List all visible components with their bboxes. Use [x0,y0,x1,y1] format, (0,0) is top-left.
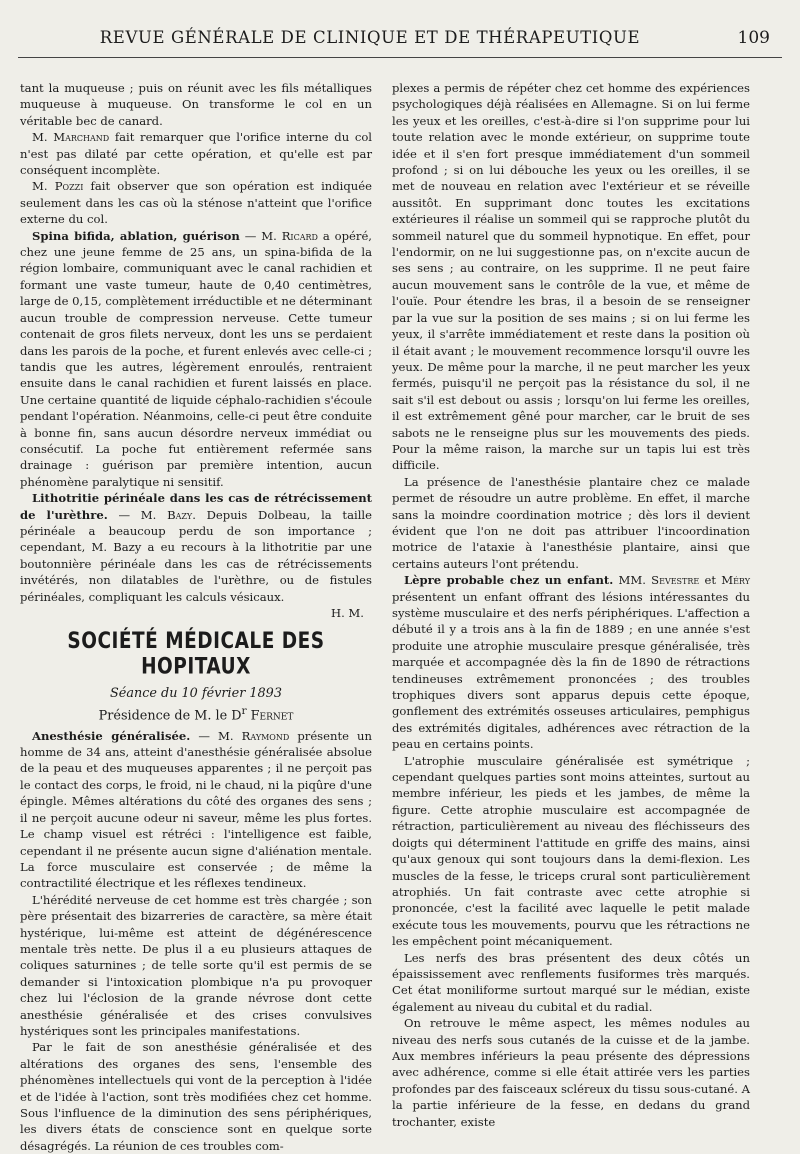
paragraph [20,490,372,605]
paragraph-text: MM. [613,573,652,588]
paragraph: plexes a permis de répéter chez cet homme des expériences psychologiques déjà réalisées en Allemagne. Si on lui ferme les yeux et les oreilles, c'est-à-dire si l'on supprime pour lui toute relation avec le monde extérieur, on supprime toute idée et il s'en fort presque immédiatement d'un sommeil profond ; si on lui débouche les yeux ou les oreilles, il se met de nouveau en relation avec l'extérieur et se réveille aussitôt. En supprimant donc toutes les excitations extérieures il réalise un sommeil qui se rapproche plutôt du sommeil naturel que du sommeil hypnotique. En effet, pour l'endormir, on ne lui suggestionne pas, on n'excite aucun de ses sens ; au contraire, on les supprime. Il ne peut faire aucun mouvement sans le contrôle de la vue, et même de l'ouïe. Pour étendre les bras, il a besoin de se renseigner par la vue sur la position de ses mains ; si on lui ferme les yeux, il s'arrête immédiatement et reste dans la position où il était avant ; le mouvement recommence lorsqu'il ouvre les yeux. De même pour la marche, il ne peut marcher les yeux fermés, puisqu'il ne perçoit pas la résistance du sol, il ne sait s'il est debout ou assis ; lorsqu'on lui ferme les oreilles, il est extrêmement gêné pour marcher, car le bruit de ses sabots ne le renseigne plus sur les mouvements des pieds. Pour la même raison, la marche sur un tapis lui est très difficile. [392,81,750,473]
paragraph [20,178,372,227]
paragraph-text: fait remarquer que l'orifice interne du col n'est pas dilaté par cette opération, et qu'elle est par conséquent incomplète. [20,130,373,178]
run-in-heading: Lèpre probable chez un enfant. [404,573,614,588]
person-name: Raymond [241,728,290,743]
section-title: SOCIÉTÉ MÉDICALE DES HOPITAUX [67,628,325,681]
paragraph-text: et [699,573,722,588]
person-name: Sevestre [651,573,700,588]
chair-sup: r [241,704,247,718]
person-name: Méry [721,573,750,588]
right-column [392,80,750,1130]
paragraph-text: présente un homme de 34 ans, atteint d'anesthésie généralisée absolue de la peau et des muqueuses apparentes ; il ne perçoit pas le contact des corps, le froid, ni le chaud, ni la piqûre d'une épingle. Mêmes altérations du côté des organes des sens ; il ne perçoit aucune odeur ni saveur, même les plus fortes. Le champ visuel est rétréci : l'intelligence est faible, cependant il ne présente aucun signe d'aliénation mentale. La force musculaire est conservée ; de même la contractilité électrique et les réflexes tendineux. [20,728,372,891]
page-number: 109 [737,28,770,48]
paragraph: La présence de l'anesthésie plantaire chez ce malade permet de résoudre un autre problème. En effet, il marche sans la moindre coordination motrice ; dès lors il devient évident que l'on ne doit pas attribuer l'incoordination motrice de l'ataxie à l'anesthésie plantaire, ainsi que certains auteurs l'ont prétendu. [392,474,750,571]
paragraph: Les nerfs des bras présentent des deux côtés un épaississement avec renflements fusiformes très marqués. Cet état moniliforme surtout marqué sur le médian, existe également au niveau du cubital et du radial. [392,950,750,1014]
paragraph [392,572,750,752]
paragraph-text: a opéré, chez une jeune femme de 25 ans, un spina-bifida de la région lombaire, communiquant avec le canal rachidien et formant une vaste tumeur, haute de 0,40 centimètres, large de 0,15, complètement irréductible et ne déterminant aucun trouble de compression nerveuse. Cette tumeur contenait de gros filets nerveux, dont les uns se perdaient dans les parois de la poche, et furent enlevés avec celle-ci ; tandis que les autres, légèrement enroulés, rentraient ensuite dans le canal rachidien et furent laissés en place. Une certaine quantité de liquide céphalo-rachidien s'écoule pendant l'opération. Néanmoins, celle-ci peut être conduite à bonne fin, sans aucun désordre nerveux immédiat ou consécutif. La poche fut entièrement refermée sans drainage : guérison par première intention, aucun phénomène paralytique ni sensitif. [20,228,372,489]
paragraph: L'atrophie musculaire généralisée est symétrique ; cependant quelques parties sont moins atteintes, surtout au membre inférieur, les pieds et les jambes, de même la figure. Cette atrophie musculaire est accompagnée de rétraction, particulièrement au niveau des fléchisseurs des doigts qui déterminent l'attitude en griffe des mains, ainsi qu'aux genoux qui sont toujours dans la demi-flexion. Les muscles de la fesse, le triceps crural sont particulièrement atrophiés. Un fait contraste avec cette atrophie si prononcée, c'est la facilité avec laquelle le petit malade exécute tous les mouvements, pourvu que les rétractions ne les empêchent point mécaniquement. [392,753,750,949]
paragraph [20,228,372,491]
person-name: Ricard [281,228,318,243]
running-head [20,28,780,50]
paragraph: L'hérédité nerveuse de cet homme est très chargée ; son père présentait des bizarreries de caractère, sa mère était hystérique, lui-même est atteint de dégénérescence mentale très nette. De plus il a eu plusieurs attaques de coliques saturnines ; de telle sorte qu'il est permis de se demander si l'intoxication plombique n'a pu provoquer chez lui l'éclosion de la grande névrose dont cette anesthésie généralisée et des crises convulsives hystériques sont les principales manifestations. [20,892,372,1038]
run-in-heading: Spina bifida, ablation, guérison [32,228,240,243]
person-name: M. Marchand [32,130,110,145]
person-name: Bazy [167,507,193,522]
paragraph-text: — M. [190,728,242,743]
person-name: M. Pozzi [32,179,84,194]
person-name: Fernet [246,708,294,724]
chair-prefix: Présidence de M. le D [98,708,242,724]
header-rule [18,57,782,58]
paragraph [20,129,372,178]
paragraph: Par le fait de son anesthésie généralisée et des altérations des organes des sens, l'ensemble des phénomènes intellectuels qui vont de la perception à l'idée et de l'idée à l'action, sont très modifiées chez cet homme. Sous l'influence de la diminution des sens périphériques, les divers états de conscience sont en quelque sorte désagrégés. La réunion de ces troubles com- [20,1040,372,1153]
run-in-heading: Lithotritie périnéale dans les cas de rétrécissement de l'urèthre. [20,491,372,522]
paragraph-text: — M. [239,228,282,243]
paragraph [20,728,372,892]
paragraph-text: présentent un enfant offrant des lésions intéressantes du système musculaire et des nerfs périphériques. L'affection a débuté il y a trois ans à la fin de 1889 ; en une année s'est produite une atrophie musculaire presque généralisée, très marquée et accompagnée dès la fin de 1890 de rétractions tendineuses extrêmement prononcées ; des troubles trophiques divers sont apparus depuis cette époque, gonflement des extrémités osseuses articulaires, pemphigus des extrémités digitales, adhérences avec rétraction de la peau en certains points. [392,589,750,752]
paragraph-text: — M. [107,507,168,522]
author-signature: H. M. [330,606,364,620]
session-date: Séance du 10 février 1893 [110,686,282,702]
paragraph-text: . Depuis Dolbeau, la taille périnéale a beaucoup perdu de son importance ; cependant, M. Bazy a eu recours à la lithotritie par une boutonnière périnéale dans les cas de rétrécissements invétérés, non dilatables de l'urèthre, ou de fistules périnéales, compliquant les calculs vésicaux. [20,507,372,604]
paragraph: On retrouve le même aspect, les mêmes nodules au niveau des nerfs sous cutanés de la cuisse et de la jambe. Aux membres inférieurs la peau présente des dépressions avec adhérence, comme si elle était attirée vers les parties profondes par des faisceaux scléreux du tissu sous-cutané. A la partie inférieure de la fesse, en dedans du grand trochanter, existe [392,1016,750,1129]
left-column [20,80,372,1154]
paragraph-text: fait observer que son opération est indiquée seulement dans les cas où la sténose n'atteint que l'orifice externe du col. [20,179,372,227]
run-in-heading: Anesthésie généralisée. [32,728,191,743]
journal-title: REVUE GÉNÉRALE DE CLINIQUE ET DE THÉRAPEUTIQUE [99,28,641,47]
session-chair [20,702,372,724]
paragraph: tant la muqueuse ; puis on réunit avec les fils métalliques muqueuse à muqueuse. On transforme le col en un véritable bec de canard. [20,81,372,128]
